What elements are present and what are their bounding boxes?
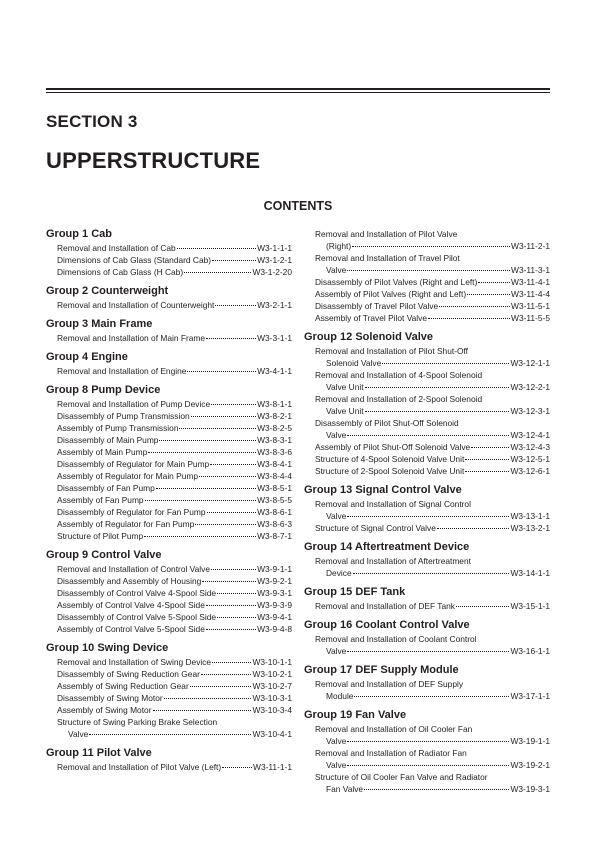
dot-leader (365, 387, 510, 388)
toc-page-number: W3-12-4-1 (510, 430, 550, 440)
toc-group (46, 351, 292, 377)
dot-leader (437, 528, 510, 529)
toc-entry[interactable] (46, 266, 292, 278)
toc-page-number: W3-12-5-1 (510, 454, 550, 464)
toc-entry[interactable] (304, 453, 550, 465)
toc-page-number: W3-8-7-1 (257, 531, 292, 541)
toc-entry-text: Removal and Installation of DEF Tank (315, 601, 455, 611)
dot-leader (471, 447, 509, 448)
toc-entry-text: Assembly of Pilot Shut-Off Solenoid Valve (315, 442, 471, 452)
dot-leader (217, 617, 256, 618)
toc-page-number: W3-11-4-4 (511, 289, 550, 299)
toc-entry[interactable] (46, 599, 292, 611)
toc-page-number: W3-8-3-1 (257, 435, 292, 445)
toc-page-number: W3-12-3-1 (510, 406, 550, 416)
toc-group (46, 384, 292, 542)
toc-entry-text: Removal and Installation of Oil Cooler Fan (315, 724, 473, 734)
toc-entry-text-continued: Valve Unit (326, 406, 364, 416)
dot-leader (211, 404, 256, 405)
toc-entry[interactable] (46, 422, 292, 434)
dot-leader (354, 696, 509, 697)
toc-entry-text: Removal and Installation of DEF Supply (315, 679, 464, 689)
toc-group (304, 709, 550, 795)
dot-leader (215, 305, 256, 306)
toc-page-number: W3-10-2-1 (252, 669, 292, 679)
toc-group (46, 747, 292, 773)
toc-entry-text: Removal and Installation of Travel Pilot (315, 253, 460, 263)
dot-leader (156, 488, 256, 489)
toc-page-number: W3-9-3-1 (257, 588, 292, 598)
toc-entry[interactable] (46, 563, 292, 575)
dot-leader (353, 573, 510, 574)
toc-page-number: W3-10-1-1 (252, 657, 292, 667)
dot-leader (206, 605, 256, 606)
toc-entry-text-continued: Solenoid Valve (326, 358, 382, 368)
toc-page-number: W3-2-1-1 (257, 300, 292, 310)
toc-entry[interactable] (304, 465, 550, 477)
dot-leader (144, 536, 256, 537)
toc-entry[interactable] (46, 692, 292, 704)
dot-leader (478, 282, 510, 283)
toc-page-number: W3-8-6-1 (257, 507, 292, 517)
dot-leader (364, 789, 509, 790)
toc-entry[interactable] (304, 441, 550, 453)
toc-group (304, 586, 550, 612)
toc-entry[interactable] (304, 555, 550, 579)
toc-page-number: W3-8-5-5 (257, 495, 292, 505)
toc-entry[interactable] (304, 276, 550, 288)
dot-leader (465, 459, 509, 460)
toc-group-title[interactable]: Group 3 Main Frame (46, 318, 153, 330)
toc-entry-text: Structure of Swing Parking Brake Selection (57, 717, 218, 727)
toc-entry-text: Removal and Installation of Pilot Shut-Off (315, 346, 469, 356)
toc-group-title[interactable]: Group 11 Pilot Valve (46, 747, 152, 759)
toc-page-number: W3-9-4-1 (257, 612, 292, 622)
dot-leader (212, 260, 256, 261)
toc-entry[interactable] (46, 242, 292, 254)
toc-page-number: W3-4-1-1 (257, 366, 292, 376)
toc-group (46, 318, 292, 344)
toc-group-title[interactable]: Group 2 Counterweight (46, 285, 169, 297)
toc-page-number: W3-14-1-1 (510, 568, 550, 578)
toc-entry[interactable] (46, 680, 292, 692)
toc-group (46, 285, 292, 311)
toc-entry-text: Assembly of Pilot Valves (Right and Left) (315, 289, 467, 299)
toc-entry-text: Disassembly of Pump Transmission (57, 411, 190, 421)
toc-entry-text: Removal and Installation of Pilot Valve (Left) (57, 762, 222, 772)
toc-entry[interactable] (304, 369, 550, 393)
toc-page-number: W3-9-2-1 (257, 576, 292, 586)
dot-leader (456, 606, 509, 607)
section-number: SECTION 3 (46, 112, 138, 131)
toc-entry[interactable] (304, 633, 550, 657)
toc-group-title[interactable]: Group 19 Fan Valve (304, 709, 407, 721)
toc-entry[interactable] (46, 518, 292, 530)
dot-leader (145, 500, 257, 501)
toc-group-title[interactable]: Group 4 Engine (46, 351, 128, 363)
toc-entry[interactable] (304, 312, 550, 324)
page-title: UPPERSTRUCTURE (46, 148, 261, 173)
toc-entry-text: Removal and Installation of Radiator Fan (315, 748, 467, 758)
toc-entry[interactable] (304, 288, 550, 300)
toc-entry[interactable] (304, 300, 550, 312)
toc-entry-text-continued: (Right) (326, 241, 352, 251)
toc-page-number: W3-11-5-5 (511, 313, 550, 323)
toc-group-title[interactable]: Group 15 DEF Tank (304, 586, 406, 598)
toc-group (46, 549, 292, 635)
toc-page-number: W3-8-2-5 (257, 423, 292, 433)
toc-entry[interactable] (46, 434, 292, 446)
toc-entry[interactable] (46, 332, 292, 344)
toc-entry-text-continued: Valve Unit (326, 382, 364, 392)
toc-entry-text-continued: Valve (326, 760, 347, 770)
dot-leader (467, 294, 510, 295)
toc-page-number: W3-8-2-1 (257, 411, 292, 421)
toc-entry[interactable] (304, 393, 550, 417)
toc-page-number: W3-8-1-1 (257, 399, 292, 409)
toc-entry[interactable] (46, 623, 292, 635)
dot-leader (347, 651, 509, 652)
dot-leader (217, 593, 256, 594)
toc-page-number: W3-12-1-1 (510, 358, 550, 368)
toc-entry-text: Assembly of Regulator for Main Pump (57, 471, 199, 481)
toc-page-number: W3-12-4-3 (510, 442, 550, 452)
toc-entry-text: Structure of Oil Cooler Fan Valve and Radiator (315, 772, 488, 782)
toc-entry[interactable] (46, 716, 292, 740)
toc-entry-text: Assembly of Pump Transmission (57, 423, 179, 433)
dot-leader (153, 710, 252, 711)
toc-entry[interactable] (304, 723, 550, 747)
toc-entry[interactable] (46, 365, 292, 377)
toc-entry-text: Removal and Installation of 4-Spool Solenoid (315, 370, 483, 380)
toc-entry[interactable] (46, 506, 292, 518)
dot-leader (428, 318, 510, 319)
toc-entry[interactable] (46, 254, 292, 266)
toc-entry-text: Removal and Installation of 2-Spool Solenoid (315, 394, 483, 404)
toc-entry[interactable] (46, 530, 292, 542)
toc-page-number: W3-8-3-6 (257, 447, 292, 457)
toc-page-number: W3-1-1-1 (257, 243, 292, 253)
dot-leader (148, 452, 256, 453)
dot-leader (202, 581, 256, 582)
toc-entry-text-continued: Valve (326, 736, 347, 746)
toc-page-number: W3-9-3-9 (257, 600, 292, 610)
toc-entry[interactable] (304, 417, 550, 441)
toc-entry-text-continued: Valve (326, 511, 347, 521)
toc-group (304, 541, 550, 579)
toc-entry-text-continued: Device (326, 568, 352, 578)
toc-entry-text: Assembly of Control Valve 4-Spool Side (57, 600, 205, 610)
dot-leader (207, 512, 257, 513)
header-rule-thick (46, 88, 550, 90)
toc-page-number: W3-8-6-3 (257, 519, 292, 529)
toc-page-number: W3-15-1-1 (510, 601, 550, 611)
toc-page-number: W3-11-3-1 (511, 265, 550, 275)
toc-group (304, 484, 550, 534)
toc-entry-text: Disassembly of Regulator for Main Pump (57, 459, 210, 469)
toc-group-title[interactable]: Group 1 Cab (46, 228, 113, 240)
toc-entry-text: Assembly of Fan Pump (57, 495, 144, 505)
toc-entry-text-continued: Valve (326, 430, 347, 440)
dot-leader (211, 569, 256, 570)
toc-group-title[interactable]: Group 14 Aftertreatment Device (304, 541, 470, 553)
toc-entry-text: Assembly of Regulator for Fan Pump (57, 519, 195, 529)
toc-group (304, 664, 550, 702)
dot-leader (439, 306, 510, 307)
contents-heading: CONTENTS (263, 199, 333, 213)
dot-leader (184, 272, 251, 273)
dot-leader (365, 411, 510, 412)
toc-entry-text: Assembly of Swing Motor (57, 705, 152, 715)
toc-entry-text: Removal and Installation of Coolant Control (315, 634, 477, 644)
toc-entry-text: Dimensions of Cab Glass (H Cab) (57, 267, 184, 277)
toc-entry-text: Removal and Installation of Swing Device (57, 657, 212, 667)
toc-group (46, 642, 292, 740)
dot-leader (465, 471, 509, 472)
toc-page-number: W3-12-2-1 (510, 382, 550, 392)
toc-page-number: W3-12-6-1 (510, 466, 550, 476)
dot-leader (347, 270, 510, 271)
toc-entry-text: Removal and Installation of Counterweight (57, 300, 215, 310)
toc-page-number: W3-16-1-1 (510, 646, 550, 656)
toc-entry[interactable] (304, 228, 550, 252)
dot-leader (159, 440, 256, 441)
toc-entry-text-continued: Fan Valve (326, 784, 364, 794)
toc-page-number: W3-1-2-1 (257, 255, 292, 265)
toc-entry[interactable] (304, 678, 550, 702)
toc-entry-text: Removal and Installation of Engine (57, 366, 187, 376)
toc-entry[interactable] (46, 494, 292, 506)
toc-entry-text-continued: Valve (326, 646, 347, 656)
toc-page-number: W3-13-2-1 (510, 523, 550, 533)
toc-entry[interactable] (304, 252, 550, 276)
dot-leader (382, 363, 509, 364)
toc-entry[interactable] (46, 470, 292, 482)
toc-group-title[interactable]: Group 16 Coolant Control Valve (304, 619, 470, 631)
toc-entry-text: Disassembly of Swing Motor (57, 693, 163, 703)
toc-group-title[interactable]: Group 10 Swing Device (46, 642, 169, 654)
toc-page-number: W3-11-2-1 (511, 241, 550, 251)
dot-leader (347, 516, 509, 517)
toc-group-title[interactable]: Group 9 Control Valve (46, 549, 162, 561)
toc-page-number: W3-11-4-1 (511, 277, 550, 287)
toc-page-number: W3-13-1-1 (510, 511, 550, 521)
toc-entry-text: Removal and Installation of Cab (57, 243, 176, 253)
toc-entry[interactable] (46, 398, 292, 410)
toc-right-column (304, 228, 550, 795)
toc-entry-text: Structure of Signal Control Valve (315, 523, 436, 533)
toc-page-number: W3-10-2-7 (252, 681, 292, 691)
dot-leader (210, 464, 256, 465)
toc-page-number: W3-11-1-1 (253, 762, 292, 772)
toc-entry-text: Dimensions of Cab Glass (Standard Cab) (57, 255, 212, 265)
toc-entry[interactable] (304, 747, 550, 771)
toc-entry-text: Disassembly of Control Valve 4-Spool Side (57, 588, 217, 598)
dot-leader (206, 338, 256, 339)
toc-entry[interactable] (46, 482, 292, 494)
toc-entry-text: Disassembly of Pilot Shut-Off Solenoid (315, 418, 459, 428)
toc-entry-text: Removal and Installation of Control Valve (57, 564, 211, 574)
toc-entry[interactable] (304, 522, 550, 534)
toc-page-number: W3-8-4-1 (257, 459, 292, 469)
toc-entry-text: Assembly of Swing Reduction Gear (57, 681, 189, 691)
toc-page-number: W3-19-1-1 (510, 736, 550, 746)
toc-page-number: W3-3-1-1 (257, 333, 292, 343)
toc-entry-text: Removal and Installation of Main Frame (57, 333, 206, 343)
header-rule-thin (46, 92, 550, 93)
toc-entry-text-continued: Module (326, 691, 354, 701)
toc-group-title[interactable]: Group 8 Pump Device (46, 384, 161, 396)
dot-leader (187, 371, 256, 372)
toc-entry[interactable] (304, 600, 550, 612)
toc-entry-text: Assembly of Main Pump (57, 447, 148, 457)
toc-entry-text: Structure of 2-Spool Solenoid Valve Unit (315, 466, 465, 476)
toc-entry-text: Removal and Installation of Pilot Valve (315, 229, 458, 239)
dot-leader (190, 686, 252, 687)
dot-leader (222, 767, 252, 768)
dot-leader (195, 524, 256, 525)
toc-entry-text: Disassembly of Regulator for Fan Pump (57, 507, 206, 517)
toc-group-title[interactable]: Group 12 Solenoid Valve (304, 331, 433, 343)
toc-entry-text: Removal and Installation of Aftertreatment (315, 556, 471, 566)
toc-page-number: W3-1-2-20 (252, 267, 292, 277)
toc-entry[interactable] (46, 761, 292, 773)
toc-page-number: W3-8-4-4 (257, 471, 292, 481)
dot-leader (179, 428, 256, 429)
toc-entry-text: Removal and Installation of Pump Device (57, 399, 211, 409)
toc-group (304, 331, 550, 477)
dot-leader (352, 246, 510, 247)
toc-entry[interactable] (46, 668, 292, 680)
dot-leader (347, 765, 509, 766)
dot-leader (347, 435, 509, 436)
toc-entry-text: Disassembly and Assembly of Housing (57, 576, 202, 586)
dot-leader (164, 698, 252, 699)
toc-page-number: W3-8-5-1 (257, 483, 292, 493)
toc-entry[interactable] (46, 299, 292, 311)
toc-entry-text: Disassembly of Travel Pilot Valve (315, 301, 439, 311)
toc-entry-text: Assembly of Control Valve 5-Spool Side (57, 624, 205, 634)
toc-group-title[interactable]: Group 17 DEF Supply Module (304, 664, 459, 676)
toc-entry[interactable] (304, 498, 550, 522)
toc-page-number: W3-19-2-1 (510, 760, 550, 770)
dot-leader (212, 662, 251, 663)
toc-page-number: W3-17-1-1 (510, 691, 550, 701)
toc-entry-text: Assembly of Travel Pilot Valve (315, 313, 428, 323)
toc-entry[interactable] (46, 458, 292, 470)
toc-page-number: W3-10-3-4 (252, 705, 292, 715)
dot-leader (347, 741, 509, 742)
toc-entry-text-continued: Valve (68, 729, 89, 739)
toc-page-number: W3-10-3-1 (252, 693, 292, 703)
toc-entry[interactable] (46, 575, 292, 587)
dot-leader (201, 674, 252, 675)
toc-entry-text: Structure of 4-Spool Solenoid Valve Unit (315, 454, 465, 464)
dot-leader (177, 248, 256, 249)
toc-entry-text: Disassembly of Main Pump (57, 435, 159, 445)
toc-entry-text: Disassembly of Control Valve 5-Spool Side (57, 612, 217, 622)
toc-entry[interactable] (46, 611, 292, 623)
toc-entry-text: Disassembly of Pilot Valves (Right and Left) (315, 277, 478, 287)
dot-leader (206, 629, 256, 630)
toc-left-column (46, 228, 292, 773)
toc-entry[interactable] (46, 587, 292, 599)
toc-entry[interactable] (304, 345, 550, 369)
toc-entry-text: Disassembly of Fan Pump (57, 483, 155, 493)
toc-page-number: W3-19-3-1 (510, 784, 550, 794)
toc-page-number: W3-10-4-1 (252, 729, 292, 739)
toc-entry-text-continued: Valve (326, 265, 347, 275)
toc-group (46, 228, 292, 278)
toc-entry-text: Disassembly of Swing Reduction Gear (57, 669, 200, 679)
toc-entry[interactable] (304, 771, 550, 795)
toc-page-number: W3-9-4-8 (257, 624, 292, 634)
toc-entry[interactable] (46, 656, 292, 668)
toc-entry[interactable] (46, 410, 292, 422)
toc-page-number: W3-9-1-1 (257, 564, 292, 574)
toc-page-number: W3-11-5-1 (511, 301, 550, 311)
dot-leader (199, 476, 256, 477)
toc-group-title[interactable]: Group 13 Signal Control Valve (304, 484, 462, 496)
dot-leader (191, 416, 256, 417)
dot-leader (89, 734, 251, 735)
toc-group-continuation (304, 228, 550, 324)
toc-group (304, 619, 550, 657)
toc-entry-text: Removal and Installation of Signal Control (315, 499, 471, 509)
toc-entry[interactable] (46, 446, 292, 458)
toc-entry[interactable] (46, 704, 292, 716)
toc-entry-text: Structure of Pilot Pump (57, 531, 144, 541)
